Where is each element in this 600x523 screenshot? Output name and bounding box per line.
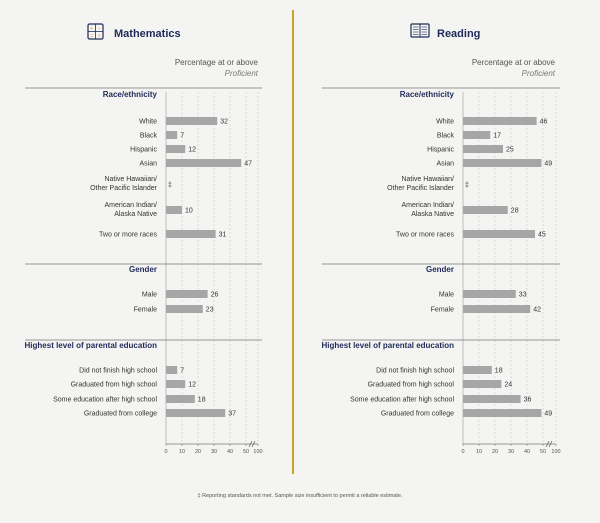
category-label: Graduated from high school [367, 381, 454, 389]
bar [463, 206, 508, 214]
value-label: 28 [510, 207, 519, 215]
tick-label: 20 [194, 449, 202, 455]
svg-text:×: × [97, 33, 101, 40]
tick-label: 30 [507, 449, 515, 455]
category-label: Black [436, 132, 454, 140]
tick-label: 10 [475, 449, 483, 455]
bar [463, 395, 521, 403]
value-label: 12 [188, 381, 196, 389]
axis-title: Percentage at or above [174, 58, 258, 67]
bar [463, 305, 530, 313]
bar [166, 409, 225, 417]
section-heading: Highest level of parental education [24, 341, 157, 350]
value-label: 17 [493, 132, 501, 140]
category-label: White [436, 118, 454, 126]
category-label: Male [438, 291, 454, 299]
value-label: 10 [185, 207, 193, 215]
section-heading: Highest level of parental education [321, 341, 454, 350]
bar [166, 290, 208, 298]
category-label: Some education after high school [350, 396, 454, 404]
bar [166, 145, 185, 153]
reporting-marker: ‡ [465, 182, 469, 189]
axis-subtitle: Proficient [521, 69, 555, 78]
tick-label: 0 [164, 449, 168, 455]
value-label: 26 [210, 291, 219, 299]
value-label: 31 [218, 231, 227, 239]
value-label: 18 [197, 396, 206, 404]
value-label: 47 [244, 160, 252, 168]
section-heading: Gender [128, 265, 157, 274]
value-label: 33 [518, 291, 527, 299]
calculator-icon [88, 24, 103, 40]
tick-label: 40 [523, 449, 531, 455]
category-label: Other Pacific Islander [387, 185, 454, 192]
category-label: American Indian/ [104, 202, 157, 209]
value-label: 49 [544, 160, 553, 168]
category-label: White [139, 118, 157, 126]
category-label: Alaska Native [411, 211, 454, 218]
bar [166, 395, 195, 403]
bar [166, 230, 216, 238]
svg-text:−: − [97, 26, 101, 32]
category-label: Asian [139, 160, 157, 168]
axis-title: Percentage at or above [471, 58, 555, 67]
footnote: ‡ Reporting standards not met. Sample size insufficient to permit a reliable estimate. [197, 493, 403, 499]
reporting-marker: ‡ [168, 182, 172, 189]
value-label: 36 [523, 396, 532, 404]
category-label: Native Hawaiian/ [401, 176, 454, 183]
value-label: 49 [544, 410, 553, 418]
section-heading: Race/ethnicity [399, 90, 454, 99]
category-label: Asian [436, 160, 454, 168]
bar [463, 131, 490, 139]
book-icon [411, 24, 429, 37]
value-label: 7 [180, 132, 185, 140]
category-label: Hispanic [427, 146, 454, 154]
value-label: 25 [506, 146, 514, 154]
axis-subtitle: Proficient [224, 69, 258, 78]
category-label: Native Hawaiian/ [104, 176, 157, 183]
panel-title: Reading [437, 28, 481, 40]
section-heading: Race/ethnicity [102, 90, 157, 99]
category-label: Two or more races [396, 231, 454, 239]
panel-mathematics [25, 24, 263, 455]
category-label: Female [430, 306, 454, 314]
category-label: Graduated from college [83, 410, 157, 418]
category-label: Graduated from high school [70, 381, 157, 389]
bar [463, 230, 535, 238]
bar [166, 206, 182, 214]
tick-label: 50 [242, 449, 250, 455]
bar [463, 145, 503, 153]
bar [463, 380, 501, 388]
value-label: 46 [539, 118, 548, 126]
value-label: 24 [504, 381, 513, 389]
tick-label: 30 [210, 449, 218, 455]
value-label: 12 [188, 146, 196, 154]
bar [166, 131, 177, 139]
category-label: Other Pacific Islander [90, 185, 157, 192]
category-label: Two or more races [99, 231, 157, 239]
tick-label: 100 [551, 449, 561, 455]
bar [463, 159, 541, 167]
category-label: Some education after high school [53, 396, 157, 404]
bar [166, 380, 185, 388]
svg-text:+: + [90, 26, 94, 32]
value-label: 42 [533, 306, 541, 314]
tick-label: 20 [491, 449, 499, 455]
category-label: Male [141, 291, 157, 299]
bar [166, 159, 241, 167]
section-heading: Gender [425, 265, 454, 274]
value-label: 18 [494, 367, 503, 375]
category-label: Black [139, 132, 157, 140]
tick-label: 100 [253, 449, 263, 455]
bar [166, 117, 217, 125]
category-label: Did not finish high school [376, 367, 454, 375]
value-label: 23 [205, 306, 214, 314]
panel-reading [322, 24, 561, 455]
tick-label: 50 [539, 449, 547, 455]
category-label: Did not finish high school [79, 367, 157, 375]
tick-label: 40 [226, 449, 234, 455]
category-label: Graduated from college [380, 410, 454, 418]
category-label: Hispanic [130, 146, 157, 154]
bar [463, 117, 537, 125]
value-label: 45 [538, 231, 546, 239]
tick-label: 0 [461, 449, 465, 455]
panel-title: Mathematics [114, 28, 181, 40]
svg-text:=: = [90, 33, 94, 40]
panel-divider [292, 10, 294, 474]
bar [166, 305, 203, 313]
bar [166, 366, 177, 374]
bar [463, 290, 516, 298]
value-label: 7 [180, 367, 185, 375]
category-label: American Indian/ [401, 202, 454, 209]
value-label: 37 [228, 410, 236, 418]
value-label: 32 [220, 118, 228, 126]
tick-label: 10 [178, 449, 186, 455]
bar [463, 409, 541, 417]
category-label: Female [133, 306, 157, 314]
bar [463, 366, 492, 374]
category-label: Alaska Native [114, 211, 157, 218]
